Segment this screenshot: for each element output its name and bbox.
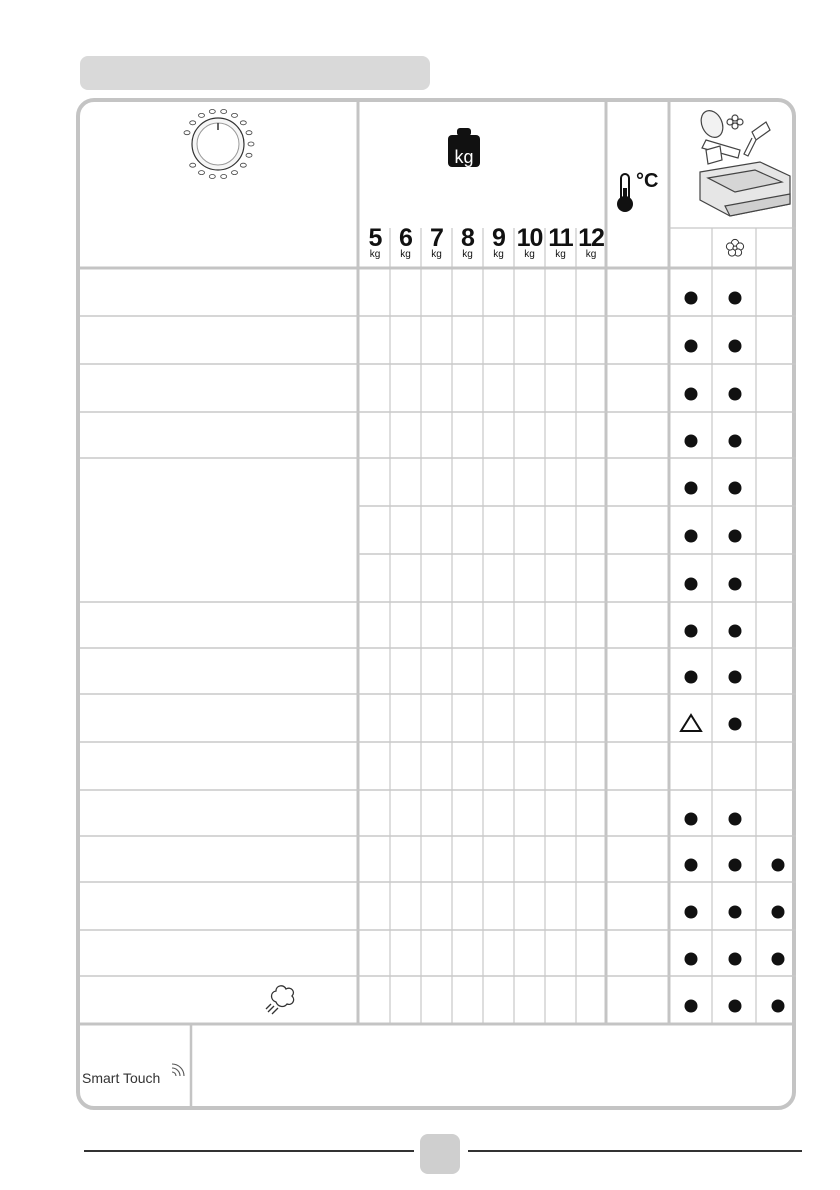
dial-position-mark: [240, 121, 246, 125]
dosage-dot: [729, 1000, 742, 1013]
dial-position-mark: [190, 163, 196, 167]
dosage-dot: [685, 625, 698, 638]
dial-position-mark: [248, 142, 254, 146]
dosage-dot: [685, 340, 698, 353]
dosage-dot: [685, 859, 698, 872]
dosage-dot: [729, 953, 742, 966]
dial-position-mark: [199, 113, 205, 117]
dial-position-mark: [209, 110, 215, 114]
capacity-header-5: [360, 226, 390, 260]
dosage-dot: [685, 813, 698, 826]
footer-rule-left: [84, 1150, 414, 1152]
dosage-dot: [685, 578, 698, 591]
dial-position-mark: [209, 175, 215, 179]
smart-touch-label: Smart Touch: [82, 1070, 161, 1086]
dosage-dot: [729, 340, 742, 353]
dosage-dot: [685, 482, 698, 495]
dosage-dot: [729, 859, 742, 872]
capacity-header-9: [484, 226, 514, 260]
steam-icon: [266, 986, 294, 1014]
capacity-unit: kg: [431, 249, 442, 260]
dosage-dot: [685, 530, 698, 543]
dial-position-mark: [221, 175, 227, 179]
dosage-triangle: [681, 715, 701, 731]
capacity-value: 10: [516, 224, 543, 252]
dosage-dot: [729, 813, 742, 826]
temperature-unit-label: °C: [636, 170, 659, 192]
capacity-value: 5: [368, 224, 382, 252]
dosage-dot: [685, 671, 698, 684]
nfc-signal-icon: [172, 1064, 184, 1076]
capacity-value: 7: [430, 224, 443, 252]
capacity-value: 8: [461, 224, 474, 252]
capacity-value: 11: [548, 224, 573, 252]
dosage-dot: [729, 530, 742, 543]
dosage-dot: [729, 435, 742, 448]
dosage-dot: [772, 1000, 785, 1013]
dosage-dot: [729, 292, 742, 305]
dosage-dot: [772, 906, 785, 919]
capacity-unit: kg: [462, 249, 473, 260]
footer-rule-right: [468, 1150, 802, 1152]
capacity-unit: kg: [400, 249, 411, 260]
flower-softener-icon: [726, 239, 743, 256]
capacity-value: 6: [399, 224, 412, 252]
weight-unit-label: kg: [454, 147, 474, 167]
dosage-dot: [685, 953, 698, 966]
capacity-header-12: [576, 226, 606, 260]
dial-position-mark: [232, 113, 238, 117]
dosage-dot: [685, 906, 698, 919]
dosage-dot: [729, 578, 742, 591]
capacity-header-8: [453, 226, 483, 260]
thermometer-icon: [617, 174, 633, 212]
dial-position-mark: [246, 131, 252, 135]
dosage-dot: [772, 953, 785, 966]
capacity-value: 12: [578, 224, 604, 252]
dosage-dot: [729, 671, 742, 684]
dosage-dot: [685, 388, 698, 401]
capacity-header-6: [391, 226, 421, 260]
dial-position-mark: [240, 163, 246, 167]
dial-position-mark: [246, 153, 252, 157]
capacity-header-11: [546, 226, 576, 260]
capacity-unit: kg: [555, 249, 566, 260]
capacity-unit: kg: [585, 249, 597, 260]
dosage-dot: [729, 906, 742, 919]
capacity-header-10: [515, 226, 545, 260]
dial-position-mark: [184, 131, 190, 135]
page-number-tab: [420, 1134, 460, 1174]
dosage-dot: [772, 859, 785, 872]
dosage-dot: [729, 718, 742, 731]
dosage-dot: [729, 388, 742, 401]
dosage-dot: [685, 1000, 698, 1013]
capacity-unit: kg: [493, 249, 504, 260]
capacity-header-7: [422, 226, 452, 260]
dosage-dot: [729, 625, 742, 638]
detergent-drawer-icon: [697, 107, 790, 216]
capacity-unit: kg: [369, 249, 381, 260]
program-dial-icon: [184, 110, 254, 179]
dosage-dot: [729, 482, 742, 495]
dial-position-mark: [199, 171, 205, 175]
dial-position-mark: [221, 110, 227, 114]
capacity-value: 9: [492, 224, 505, 252]
dosage-dot: [685, 435, 698, 448]
dial-position-mark: [232, 171, 238, 175]
capacity-unit: kg: [524, 249, 535, 260]
dial-position-mark: [190, 121, 196, 125]
dosage-dot: [685, 292, 698, 305]
